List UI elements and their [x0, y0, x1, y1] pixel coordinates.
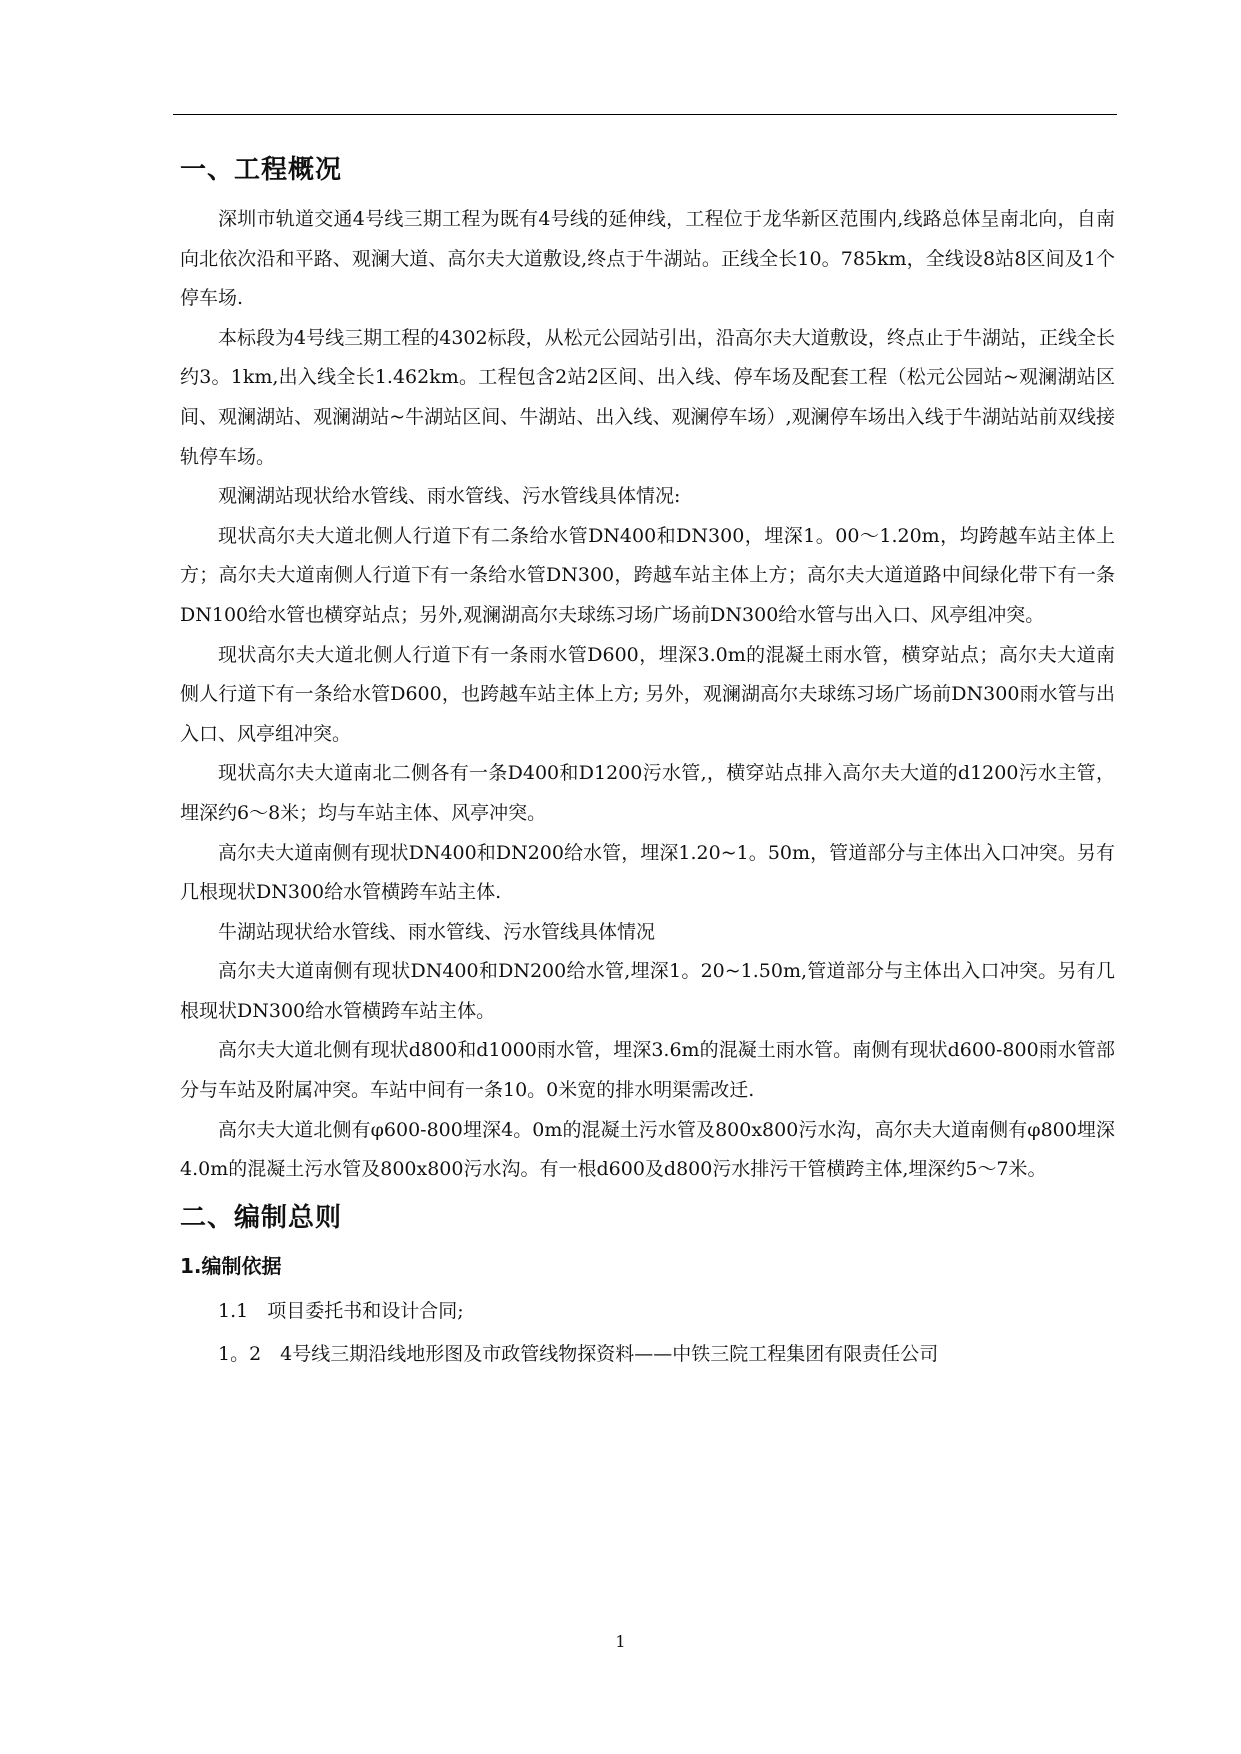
paragraph: 本标段为4号线三期工程的4302标段，从松元公园站引出，沿高尔夫大道敷设，终点止于牛湖站，正线全长约3。1km,出入线全长1.462km。工程包含2站2区间、出入线、停车场及配套工程（松元公园站~观澜湖站区间、观澜湖站、观澜湖站~牛湖站区间、牛湖站、出入线、观澜停车场）,观澜停车场出入线于牛湖站站前双线接轨停车场。: [180, 326, 1115, 468]
paragraph: 高尔夫大道北侧有φ600-800埋深4。0m的混凝土污水管及800x800污水沟，高尔夫大道南侧有φ800埋深4.0m的混凝土污水管及800x800污水沟。有一根d600及d800污水排污干管横跨主体,埋深约5～7米。: [180, 1118, 1115, 1181]
paragraph: 观澜湖站现状给水管线、雨水管线、污水管线具体情况:: [218, 485, 681, 508]
document-body: [180, 150, 1115, 1376]
section-heading-overview: 一、工程概况: [180, 155, 343, 185]
paragraph: 现状高尔夫大道北侧人行道下有二条给水管DN400和DN300，埋深1。00～1.20m，均跨越车站主体上方；高尔夫大道南侧人行道下有一条给水管DN300，跨越车站主体上方；高尔夫大道道路中间绿化带下有一条DN100给水管也横穿站点；另外,观澜湖高尔夫球练习场广场前DN300给水管与出入口、风亭组冲突。: [180, 524, 1115, 626]
paragraph: 高尔夫大道南侧有现状DN400和DN200给水管,埋深1。20~1.50m,管道部分与主体出入口冲突。另有几根现状DN300给水管横跨车站主体。: [180, 960, 1115, 1022]
paragraph: 深圳市轨道交通4号线三期工程为既有4号线的延伸线，工程位于龙华新区范围内,线路总体呈南北向，自南向北依次沿和平路、观澜大道、高尔夫大道敷设,终点于牛湖站。正线全长10。785km，全线设8站8区间及1个停车场.: [180, 208, 1115, 310]
header-rule: [173, 114, 1117, 115]
paragraph: 牛湖站现状给水管线、雨水管线、污水管线具体情况: [218, 920, 656, 943]
subsection-heading-basis: 1.编制依据: [180, 1253, 282, 1278]
list-item: 1。2 4号线三期沿线地形图及市政管线物探资料——中铁三院工程集团有限责任公司: [218, 1342, 939, 1365]
section-heading-general-rules: 二、编制总则: [180, 1202, 343, 1233]
paragraph: 现状高尔夫大道北侧人行道下有一条雨水管D600，埋深3.0m的混凝土雨水管，横穿站点；高尔夫大道南侧人行道下有一条给水管D600，也跨越车站主体上方; 另外，观澜湖高尔夫球练习场广场前DN300雨水管与出入口、风亭组冲突。: [180, 643, 1115, 745]
paragraph: 现状高尔夫大道南北二侧各有一条D400和D1200污水管,，横穿站点排入高尔夫大道的d1200污水主管，埋深约6～8米；均与车站主体、风亭冲突。: [180, 762, 1115, 824]
list-item: 1.1 项目委托书和设计合同;: [218, 1299, 464, 1322]
paragraph: 高尔夫大道北侧有现状d800和d1000雨水管，埋深3.6m的混凝土雨水管。南侧有现状d600-800雨水管部分与车站及附属冲突。车站中间有一条10。0米宽的排水明渠需改迁.: [180, 1039, 1115, 1102]
page-number: 1: [615, 1632, 626, 1651]
paragraph: 高尔夫大道南侧有现状DN400和DN200给水管，埋深1.20~1。50m，管道部分与主体出入口冲突。另有几根现状DN300给水管横跨车站主体.: [180, 841, 1115, 904]
